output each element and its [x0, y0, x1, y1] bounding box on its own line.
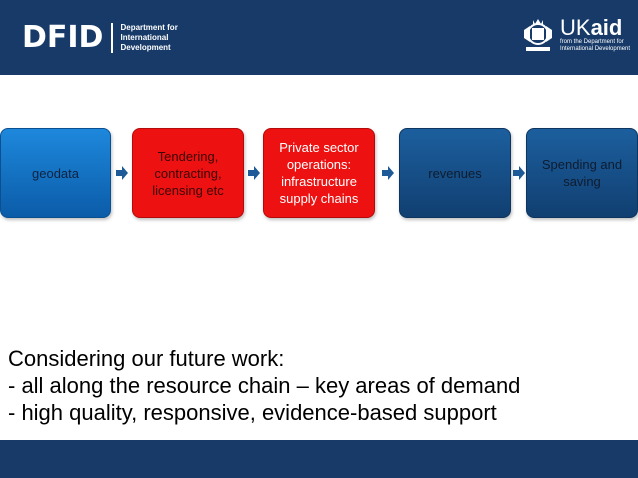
ukaid-subtitle-1: from the Department for	[560, 39, 624, 45]
arrow-right-icon	[382, 166, 394, 180]
bullet-item: - all along the resource chain – key areas of demand	[8, 373, 521, 398]
ukaid-title	[560, 17, 630, 39]
flow-step-tendering: Tendering, contracting, licensing etc	[132, 128, 244, 218]
arrow-right-icon	[248, 166, 260, 180]
ukaid-text	[560, 17, 630, 53]
department-line-2: International	[120, 33, 169, 42]
slide-body-text	[8, 345, 633, 426]
arrow-right-icon	[513, 166, 525, 180]
dfid-wordmark: DFID	[22, 20, 104, 55]
resource-chain-flow	[0, 128, 638, 220]
ukaid-subtitle-2: International Development	[560, 46, 631, 52]
flow-step-geodata: geodata	[0, 128, 111, 218]
department-line-1: Department for	[120, 23, 178, 32]
body-heading: Considering our future work:	[8, 346, 285, 371]
ukaid-logo	[520, 15, 630, 55]
arrow-right-icon	[116, 166, 128, 180]
department-line-3: Development	[120, 43, 171, 52]
flow-step-spending: Spending and saving	[526, 128, 638, 218]
ukaid-suffix: aid	[590, 15, 623, 40]
logo-divider	[111, 23, 113, 53]
department-name	[120, 23, 177, 53]
footer-bar	[0, 440, 638, 478]
dfid-logo	[22, 22, 178, 54]
ukaid-prefix: UK	[560, 15, 591, 40]
flow-step-private-sector: Private sector operations: infrastructure supply chains	[263, 128, 375, 218]
bullet-item: - high quality, responsive, evidence-based support	[8, 400, 497, 425]
royal-crest-icon	[520, 16, 556, 54]
flow-step-revenues: revenues	[399, 128, 511, 218]
header-bar	[0, 0, 638, 75]
